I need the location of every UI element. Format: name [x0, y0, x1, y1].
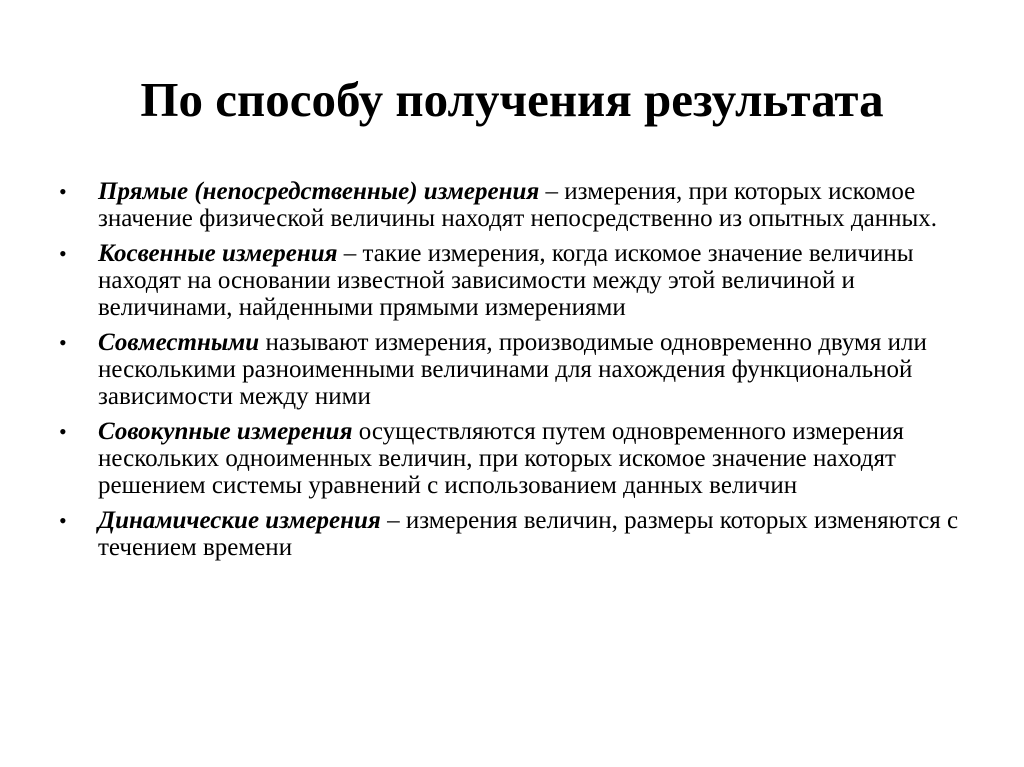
bullet-icon: • [59, 179, 67, 204]
list-item-indirect-measurements [0, 240, 1024, 321]
definition-indirect-measurements: – такие измерения, когда искомое значение величины находят на основании известной зависимости между этой величиной и величинами, найденными прямыми измерениями [98, 240, 914, 321]
definition-aggregate-measurements: осуществляются путем одновременного измерения нескольких одноименных величин, при которых искомое значение находят решением системы уравнений с использованием данных величин [98, 418, 904, 499]
list-item-joint-measurements [0, 329, 1024, 410]
bullet-list [0, 178, 1024, 569]
term-joint-measurements: Совместными [98, 329, 260, 356]
bullet-icon: • [59, 330, 67, 355]
term-dynamic-measurements: Динамические измерения [98, 507, 381, 534]
list-item-direct-measurements [0, 178, 1024, 232]
bullet-icon: • [59, 241, 67, 266]
bullet-icon: • [59, 508, 67, 533]
term-indirect-measurements: Косвенные измерения [98, 240, 338, 267]
term-aggregate-measurements: Совокупные измерения [98, 418, 353, 445]
list-item-aggregate-measurements [0, 418, 1024, 499]
term-direct-measurements: Прямые (непосредственные) измерения [98, 178, 540, 205]
bullet-icon: • [59, 419, 67, 444]
definition-joint-measurements: называют измерения, производимые одновременно двумя или несколькими разноименными величинами для нахождения функциональной зависимости между ними [98, 329, 927, 410]
definition-dynamic-measurements: – измерения величин, размеры которых изменяются с течением времени [98, 507, 959, 561]
list-item-dynamic-measurements [0, 507, 1024, 561]
slide-title: По способу получения результата [140, 72, 884, 127]
definition-direct-measurements: – измерения, при которых искомое значение физической величины находят непосредственно из опытных данных. [98, 178, 938, 232]
